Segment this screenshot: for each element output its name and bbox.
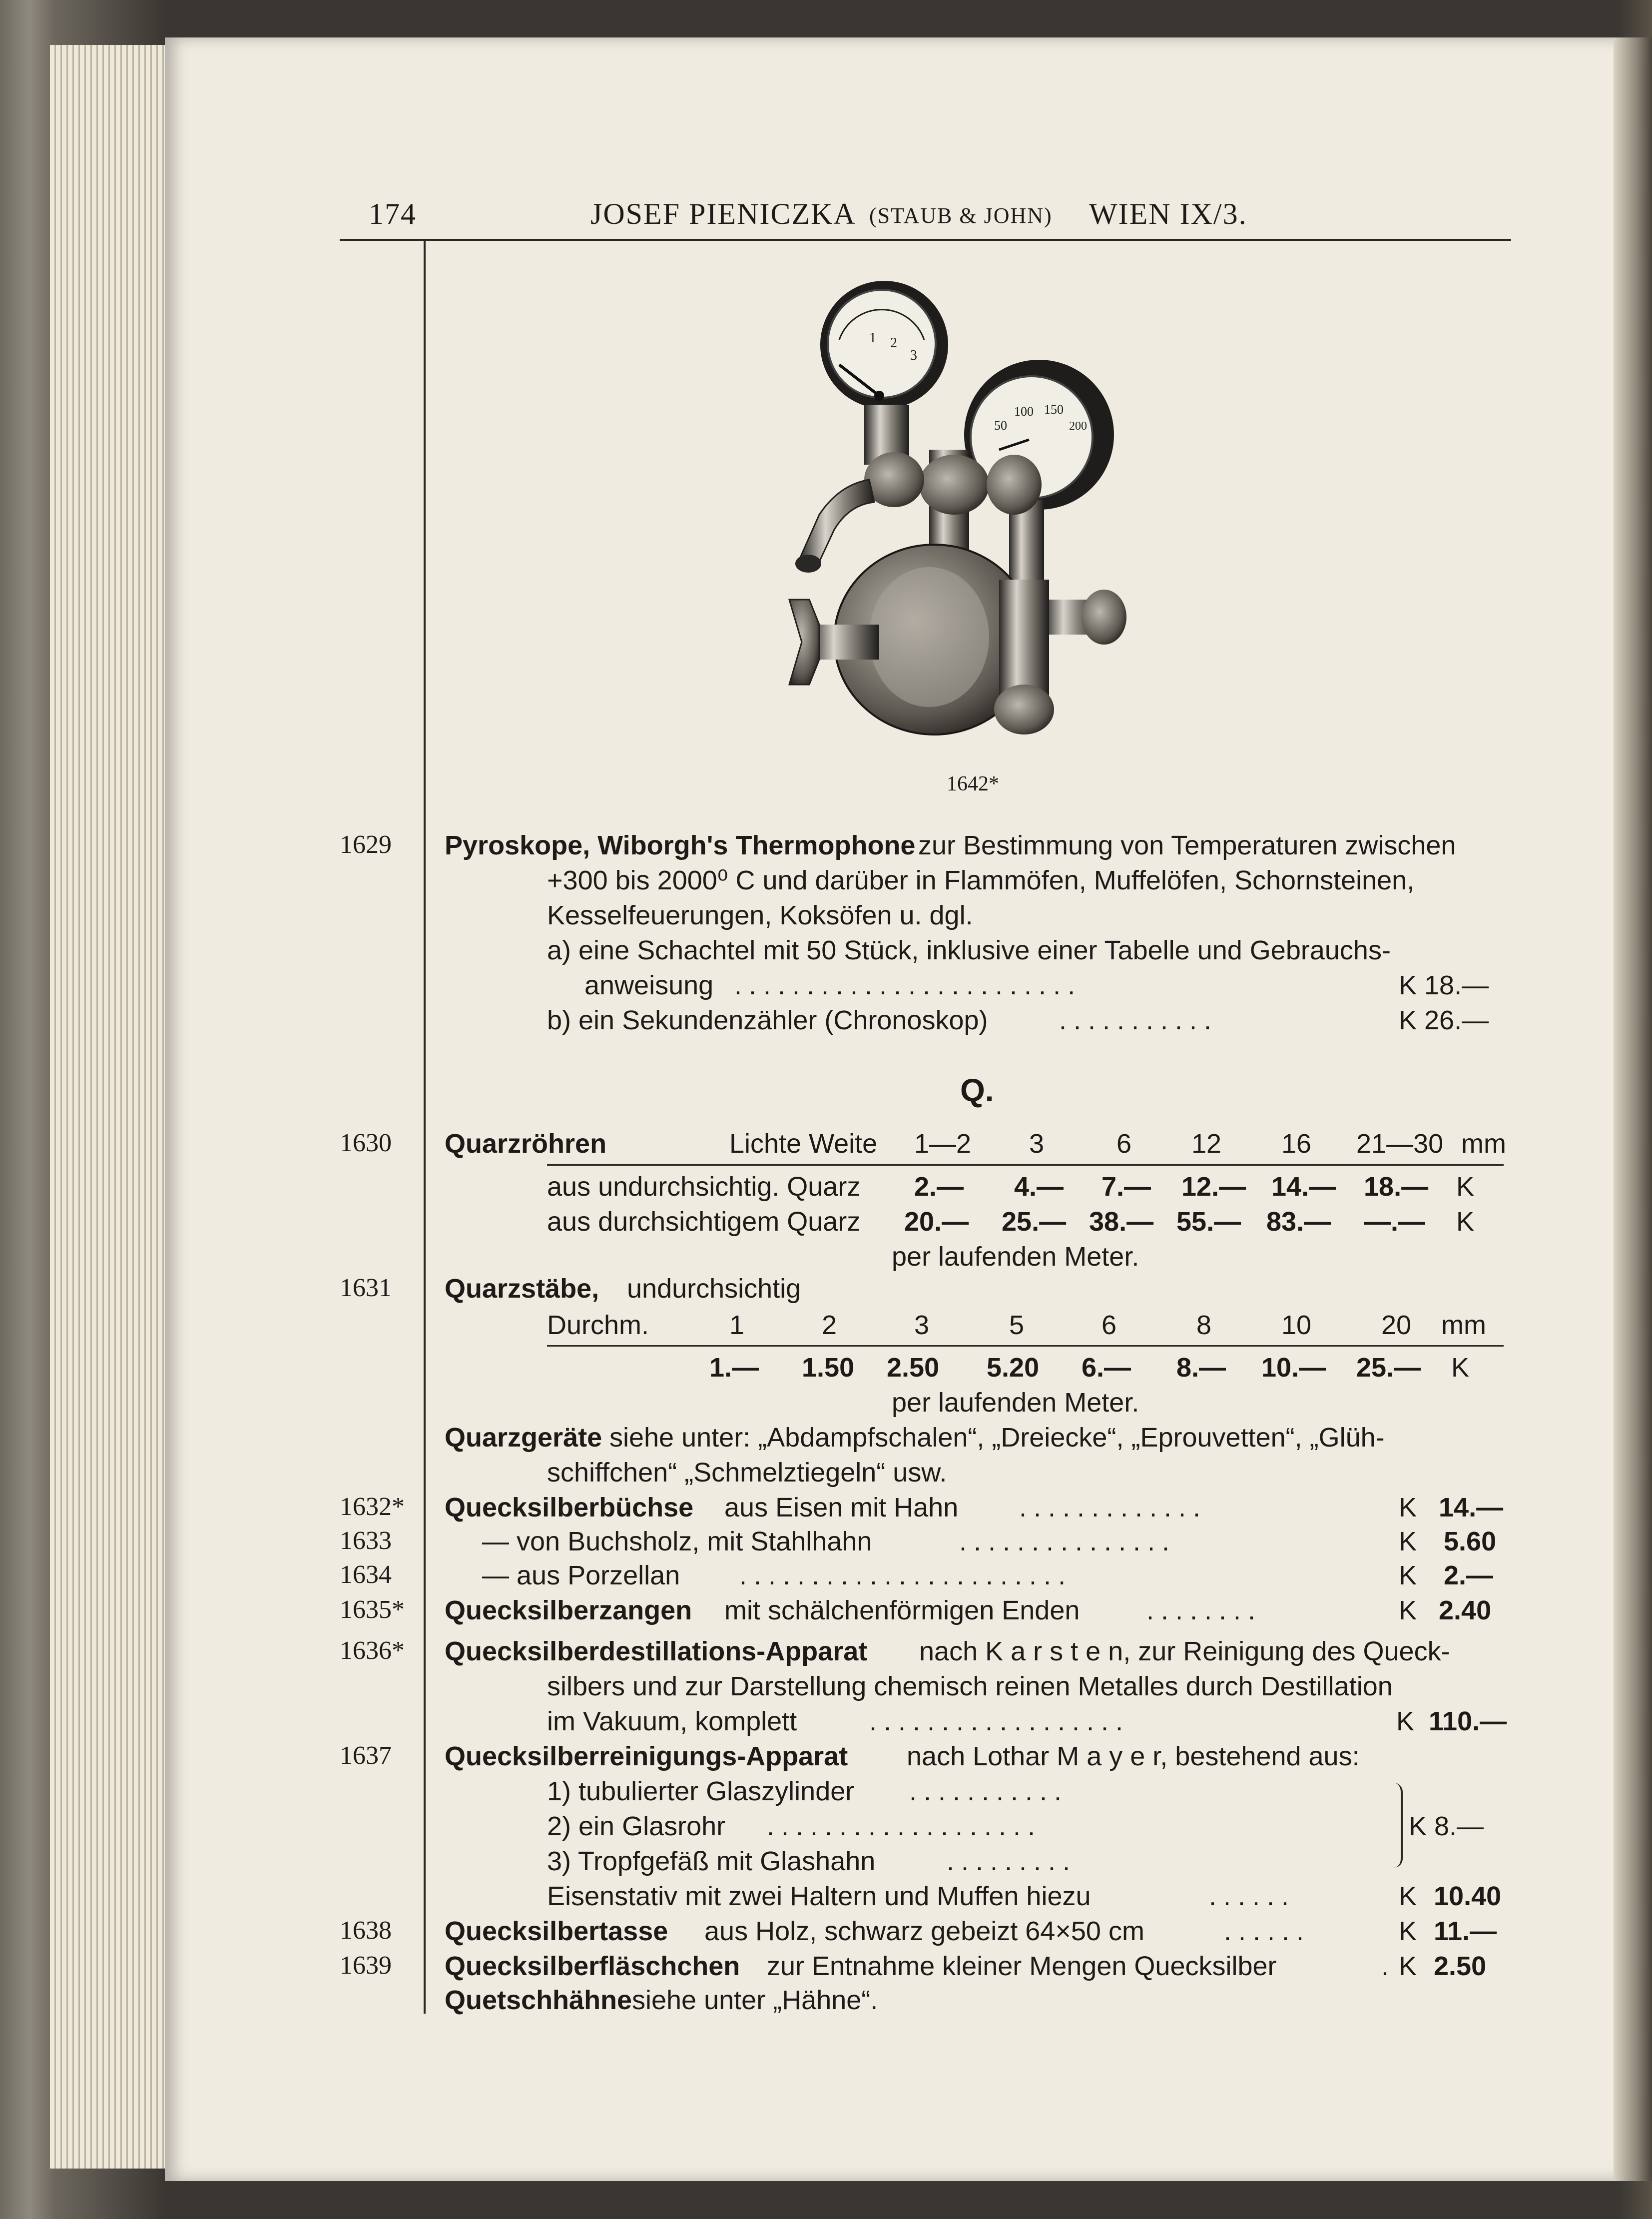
- item-1638-title: Quecksilbertasse: [445, 1916, 668, 1946]
- gauge2-scale-50: 50: [994, 418, 1007, 433]
- item-1629-text1: zur Bestimmung von Temperaturen zwischen: [918, 830, 1456, 860]
- item-1635-title: Quecksilberzangen: [445, 1595, 692, 1625]
- item-1630-size: 6: [1116, 1129, 1132, 1159]
- item-1631-size: 8: [1196, 1310, 1212, 1340]
- item-1633-text: — von Buchsholz, mit Stahlhahn: [482, 1526, 872, 1556]
- item-1630-row1-price: 2.—: [914, 1172, 964, 1202]
- gauge2-scale-150: 150: [1044, 402, 1064, 417]
- item-1631-unit: mm: [1441, 1310, 1486, 1340]
- item-number-1636: 1636*: [340, 1636, 405, 1665]
- dot-leader: .........: [947, 1846, 1078, 1876]
- gauge2-scale-200: 200: [1069, 420, 1087, 433]
- item-1630-row2-price: 25.—: [1002, 1207, 1067, 1237]
- quetsch-title: Quetschhähne: [445, 1985, 632, 2015]
- currency-k: K: [1456, 1172, 1475, 1202]
- item-1636-price: 110.—: [1429, 1706, 1507, 1736]
- dot-leader: ........: [1146, 1595, 1263, 1625]
- item-1635-text: mit schälchenförmigen Enden: [724, 1595, 1080, 1625]
- item-1630-size: 1—2: [914, 1129, 972, 1159]
- item-1634-price: 2.—: [1444, 1560, 1494, 1590]
- item-1631-size: 3: [914, 1310, 930, 1340]
- item-1631-price: 6.—: [1082, 1353, 1131, 1383]
- currency-k: K: [1399, 1492, 1417, 1522]
- item-1637-item2: 2) ein Glasrohr: [547, 1811, 726, 1841]
- item-1637-text: nach Lothar M a y e r, bestehend aus:: [907, 1741, 1360, 1771]
- section-letter: Q.: [960, 1072, 994, 1108]
- item-1629-title: Pyroskope, Wiborgh's Thermophone: [445, 830, 916, 860]
- item-1629-a2: anweisung: [584, 970, 714, 1000]
- currency-k: K: [1399, 1916, 1417, 1946]
- item-1631-price: 25.—: [1356, 1353, 1421, 1383]
- page-edges: [50, 45, 170, 2169]
- item-1630-row1-price: 4.—: [1014, 1172, 1064, 1202]
- item-1631-header-label: Durchm.: [547, 1310, 649, 1340]
- item-1637-price: 10.40: [1434, 1881, 1502, 1911]
- item-1629-a1: a) eine Schachtel mit 50 Stück, inklusive einer Tabelle und Gebrauchs-: [547, 935, 1391, 965]
- currency-k: K: [1451, 1353, 1470, 1383]
- item-1631-size: 1: [729, 1310, 745, 1340]
- currency-k: K: [1399, 1526, 1417, 1556]
- gauge1-scale-1: 1: [869, 330, 876, 346]
- item-1630-row2-price: —.—: [1364, 1207, 1426, 1237]
- item-1629-b: b) ein Sekundenzähler (Chronoskop): [547, 1005, 988, 1035]
- item-1631-size: 5: [1009, 1310, 1025, 1340]
- item-1631-price: 5.20: [987, 1353, 1040, 1383]
- book-spine-shadow: [1614, 37, 1652, 2181]
- item-1637-item4: Eisenstativ mit zwei Haltern und Muffen hiezu: [547, 1881, 1091, 1911]
- item-1631-price: 1.—: [709, 1353, 759, 1383]
- currency-k: K: [1399, 1595, 1417, 1625]
- item-1631-price: 2.50: [887, 1353, 940, 1383]
- dot-leader: ...................: [767, 1811, 1043, 1841]
- item-1631-size: 6: [1101, 1310, 1117, 1340]
- item-1635-price: 2.40: [1439, 1595, 1492, 1625]
- item-number-1634: 1634: [340, 1560, 392, 1589]
- dot-leader: .......................: [739, 1560, 1073, 1590]
- item-1630-title: Quarzröhren: [445, 1129, 607, 1159]
- dot-leader: ......: [1209, 1881, 1296, 1911]
- item-1637-group-price: K 8.—: [1409, 1811, 1484, 1841]
- item-1636-text2: silbers und zur Darstellung chemisch reinen Metalles durch Destillation: [547, 1671, 1393, 1701]
- header-rule: [340, 239, 1511, 241]
- table-rule: [547, 1345, 1504, 1347]
- item-1631-price: 8.—: [1176, 1353, 1226, 1383]
- item-1636-title: Quecksilberdestillations-Apparat: [445, 1636, 868, 1666]
- currency-k: K: [1399, 1560, 1417, 1590]
- item-number-1637: 1637: [340, 1741, 392, 1770]
- item-number-1630: 1630: [340, 1129, 392, 1157]
- item-1630-row1-price: 7.—: [1101, 1172, 1151, 1202]
- item-1631-title-rest: undurchsichtig: [627, 1274, 801, 1304]
- currency-k: K: [1396, 1706, 1415, 1736]
- item-1631-price: 1.50: [802, 1353, 855, 1383]
- item-number-1639: 1639: [340, 1951, 392, 1980]
- item-1639-title: Quecksilberfläschchen: [445, 1951, 740, 1981]
- item-1630-row2-price: 38.—: [1089, 1207, 1154, 1237]
- table-rule: [547, 1164, 1504, 1166]
- dot-leader: ...........: [1059, 1005, 1219, 1035]
- quarzgeraete-title: Quarzgeräte: [445, 1423, 602, 1453]
- item-1630-row1-price: 18.—: [1364, 1172, 1429, 1202]
- item-1634-text: — aus Porzellan: [482, 1560, 680, 1590]
- currency-k: K: [1399, 1881, 1417, 1911]
- item-number-1633: 1633: [340, 1526, 392, 1555]
- item-number-1635: 1635*: [340, 1595, 405, 1624]
- item-number-1631: 1631: [340, 1274, 392, 1302]
- item-1637-title: Quecksilberreinigungs-Apparat: [445, 1741, 848, 1771]
- quetsch-text: siehe unter „Hähne“.: [632, 1985, 878, 2015]
- item-1630-note: per laufenden Meter.: [892, 1242, 1139, 1272]
- item-1636-text3: im Vakuum, komplett: [547, 1706, 797, 1736]
- item-1629-text3: Kesselfeuerungen, Koksöfen u. dgl.: [547, 900, 973, 930]
- item-1630-size: 21—30: [1356, 1129, 1444, 1159]
- item-1629-text2: +300 bis 2000⁰ C und darüber in Flammöfen, Muffelöfen, Schornsteinen,: [547, 865, 1415, 895]
- item-1638-text: aus Holz, schwarz gebeizt 64×50 cm: [704, 1916, 1144, 1946]
- dot-leader: ..................: [869, 1706, 1130, 1736]
- pressure-regulator-illustration: [779, 280, 1139, 769]
- publisher-name: JOSEF PIENICZKA: [590, 197, 856, 230]
- item-1632-text: aus Eisen mit Hahn: [724, 1492, 959, 1522]
- gauge2-scale-100: 100: [1014, 404, 1034, 419]
- group-brace: [1394, 1783, 1403, 1868]
- item-1629-b-price: K 26.—: [1399, 1005, 1489, 1035]
- quarzgeraete-text2: schiffchen“ „Schmelztiegeln“ usw.: [547, 1458, 947, 1487]
- currency-k: K: [1456, 1207, 1475, 1237]
- item-1630-header-label: Lichte Weite: [729, 1129, 878, 1159]
- item-1630-row2-price: 83.—: [1266, 1207, 1331, 1237]
- item-1631-size: 2: [822, 1310, 837, 1340]
- item-number-1632: 1632*: [340, 1492, 405, 1521]
- item-1630-unit: mm: [1461, 1129, 1506, 1159]
- dot-leader: ...........: [909, 1776, 1069, 1806]
- currency-k: K: [1399, 1951, 1417, 1981]
- item-1630-size: 3: [1029, 1129, 1045, 1159]
- quarzgeraete-text1: siehe unter: „Abdampfschalen“, „Dreiecke“, „Eprouvetten“, „Glüh-: [609, 1423, 1385, 1453]
- publisher-sub: (STAUB & JOHN): [869, 203, 1053, 228]
- item-1637-item1: 1) tubulierter Glaszylinder: [547, 1776, 855, 1806]
- gauge1-scale-3: 3: [910, 348, 917, 363]
- item-1630-row2-price: 20.—: [904, 1207, 969, 1237]
- gauge1-scale-2: 2: [890, 335, 897, 351]
- item-1630-row1-price: 14.—: [1271, 1172, 1336, 1202]
- item-1632-price: 14.—: [1439, 1492, 1504, 1522]
- item-1638-price: 11.—: [1434, 1916, 1497, 1946]
- item-1636-text1: nach K a r s t e n, zur Reinigung des Queck-: [919, 1636, 1450, 1666]
- page-number: 174: [369, 197, 417, 230]
- item-1630-size: 12: [1191, 1129, 1222, 1159]
- dot-leader: .: [1381, 1951, 1389, 1981]
- item-1639-text: zur Entnahme kleiner Mengen Quecksilber: [767, 1951, 1277, 1981]
- item-1630-row2-label: aus durchsichtigem Quarz: [547, 1207, 861, 1237]
- item-1631-title: Quarzstäbe,: [445, 1274, 599, 1304]
- item-1637-item3: 3) Tropfgefäß mit Glashahn: [547, 1846, 876, 1876]
- item-number-1629: 1629: [340, 830, 392, 859]
- item-1632-title: Quecksilberbüchse: [445, 1492, 694, 1522]
- dot-leader: ......: [1224, 1916, 1311, 1946]
- figure-caption: 1642*: [947, 772, 999, 795]
- dot-leader: ...............: [959, 1526, 1177, 1556]
- item-1639-price: 2.50: [1434, 1951, 1487, 1981]
- item-1630-row1-price: 12.—: [1181, 1172, 1246, 1202]
- item-number-1638: 1638: [340, 1916, 392, 1945]
- item-1631-size: 10: [1281, 1310, 1312, 1340]
- dot-leader: .............: [1019, 1492, 1208, 1522]
- dot-leader: ........................: [734, 970, 1083, 1000]
- item-1631-price: 10.—: [1261, 1353, 1326, 1383]
- item-1629-a-price: K 18.—: [1399, 970, 1489, 1000]
- item-1631-size: 20: [1381, 1310, 1412, 1340]
- number-column-rule: [424, 240, 426, 2014]
- item-1630-row1-label: aus undurchsichtig. Quarz: [547, 1172, 861, 1202]
- item-1630-row2-price: 55.—: [1176, 1207, 1241, 1237]
- item-1633-price: 5.60: [1444, 1526, 1497, 1556]
- item-1631-note: per laufenden Meter.: [892, 1388, 1139, 1418]
- item-1630-size: 16: [1281, 1129, 1312, 1159]
- publisher-city: WIEN IX/3.: [1089, 197, 1247, 230]
